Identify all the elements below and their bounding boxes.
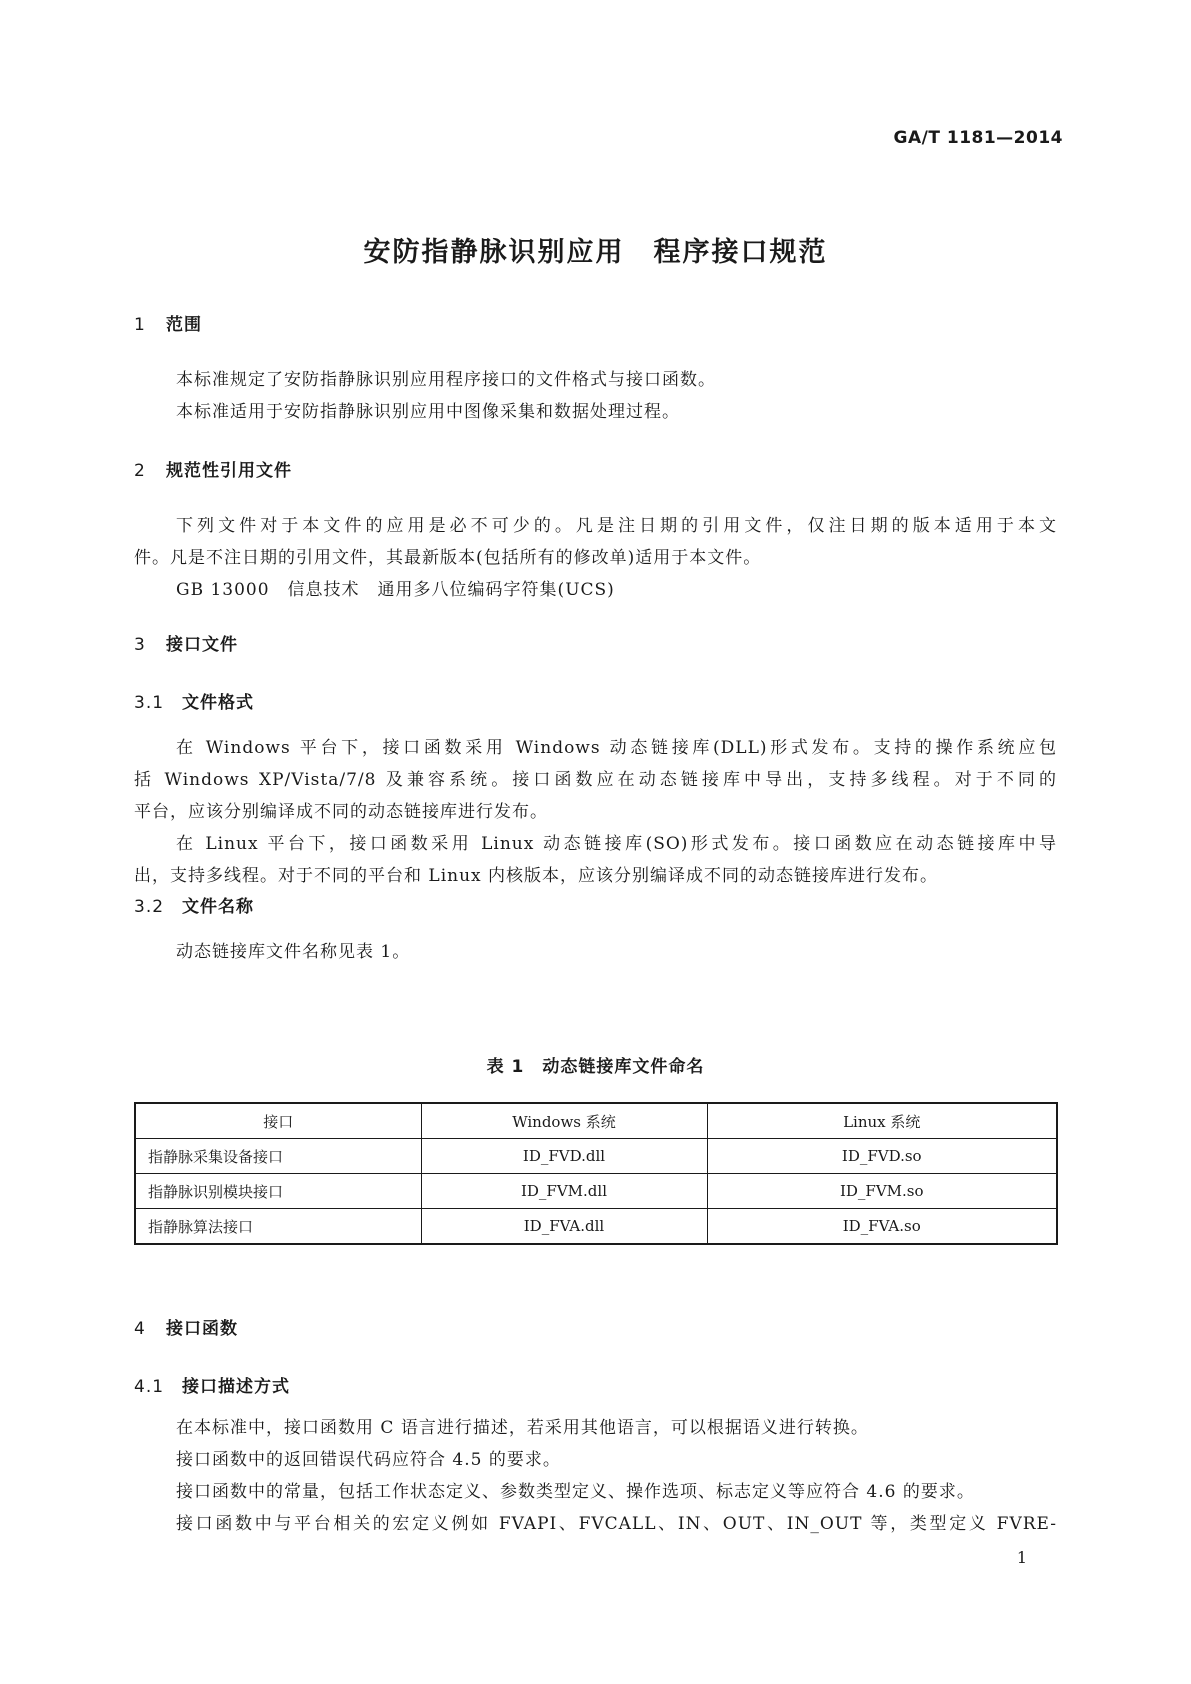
- paragraph-line: 在本标准中，接口函数用 C 语言进行描述，若采用其他语言，可以根据语义进行转换。: [176, 1418, 869, 1438]
- section-title: 接口文件: [166, 635, 238, 655]
- column-header: 接口: [135, 1103, 421, 1139]
- section-4-1-heading: [134, 1372, 290, 1397]
- section-title: 文件名称: [182, 897, 254, 917]
- paragraph-line: 件。凡是不注日期的引用文件，其最新版本(包括所有的修改单)适用于本文件。: [134, 548, 762, 568]
- table-cell: ID_FVD.so: [707, 1139, 1057, 1174]
- section-2-body: [134, 510, 1057, 606]
- dll-naming-table: [134, 1102, 1058, 1245]
- section-number: 3.1: [134, 693, 165, 713]
- column-header: Linux 系统: [707, 1103, 1057, 1139]
- paragraph-line: 括 Windows XP/Vista/7/8 及兼容系统。接口函数应在动态链接库中导出，支持多线程。对于不同的: [134, 770, 1057, 790]
- table-cell: ID_FVA.so: [707, 1209, 1057, 1245]
- paragraph-line: 出，支持多线程。对于不同的平台和 Linux 内核版本，应该分别编译成不同的动态链接库进行发布。: [134, 866, 939, 886]
- normative-reference: GB 13000 信息技术 通用多八位编码字符集(UCS): [176, 580, 615, 600]
- section-number: 1: [134, 315, 146, 335]
- table-cell: ID_FVD.dll: [421, 1139, 707, 1174]
- section-title: 接口描述方式: [182, 1377, 290, 1397]
- paragraph-line: 在 Windows 平台下，接口函数采用 Windows 动态链接库(DLL)形式发布。支持的操作系统应包: [176, 738, 1057, 758]
- paragraph-line: 接口函数中的返回错误代码应符合 4.5 的要求。: [176, 1450, 561, 1470]
- paragraph-line: 平台，应该分别编译成不同的动态链接库进行发布。: [134, 802, 548, 822]
- section-3-2-body: [134, 936, 1057, 968]
- section-3-1-body: [134, 732, 1057, 892]
- section-4-1-body: [134, 1412, 1057, 1540]
- column-header: Windows 系统: [421, 1103, 707, 1139]
- table-row: [135, 1174, 1057, 1209]
- document-title: 安防指静脉识别应用 程序接口规范: [363, 237, 828, 268]
- section-3-1-heading: [134, 688, 254, 713]
- table-row: [135, 1209, 1057, 1245]
- section-1-body: [134, 364, 1057, 428]
- section-number: 4.1: [134, 1377, 165, 1397]
- paragraph-line: 在 Linux 平台下，接口函数采用 Linux 动态链接库(SO)形式发布。接口函数应在动态链接库中导: [176, 834, 1057, 854]
- paragraph-line: 下列文件对于本文件的应用是必不可少的。凡是注日期的引用文件，仅注日期的版本适用于本文: [176, 516, 1057, 536]
- section-4-heading: [134, 1314, 238, 1339]
- table-cell: 指静脉识别模块接口: [135, 1174, 421, 1209]
- table-header-row: [135, 1103, 1057, 1139]
- paragraph-line: 接口函数中与平台相关的宏定义例如 FVAPI、FVCALL、IN、OUT、IN_OUT 等，类型定义 FVRE-: [176, 1514, 1057, 1534]
- page-number: 1: [1016, 1548, 1027, 1567]
- section-title: 接口函数: [166, 1319, 238, 1339]
- section-2-heading: [134, 456, 292, 481]
- table-caption: 表 1 动态链接库文件命名: [486, 1057, 705, 1077]
- paragraph-line: 动态链接库文件名称见表 1。: [176, 942, 411, 962]
- table-row: [135, 1139, 1057, 1174]
- table-cell: ID_FVM.so: [707, 1174, 1057, 1209]
- section-3-2-heading: [134, 892, 254, 917]
- section-number: 3: [134, 635, 146, 655]
- section-title: 文件格式: [182, 693, 254, 713]
- paragraph-line: 本标准适用于安防指静脉识别应用中图像采集和数据处理过程。: [176, 402, 680, 422]
- section-title: 规范性引用文件: [166, 461, 292, 481]
- section-title: 范围: [166, 315, 202, 335]
- table-cell: ID_FVA.dll: [421, 1209, 707, 1245]
- table-cell: 指静脉算法接口: [135, 1209, 421, 1245]
- paragraph-line: 接口函数中的常量，包括工作状态定义、参数类型定义、操作选项、标志定义等应符合 4.6 的要求。: [176, 1482, 975, 1502]
- section-3-heading: [134, 630, 238, 655]
- section-number: 2: [134, 461, 146, 481]
- table-cell: ID_FVM.dll: [421, 1174, 707, 1209]
- standard-code: GA/T 1181—2014: [893, 128, 1063, 148]
- section-number: 3.2: [134, 897, 165, 917]
- section-1-heading: [134, 310, 202, 335]
- section-number: 4: [134, 1319, 146, 1339]
- table-cell: 指静脉采集设备接口: [135, 1139, 421, 1174]
- paragraph-line: 本标准规定了安防指静脉识别应用程序接口的文件格式与接口函数。: [176, 370, 716, 390]
